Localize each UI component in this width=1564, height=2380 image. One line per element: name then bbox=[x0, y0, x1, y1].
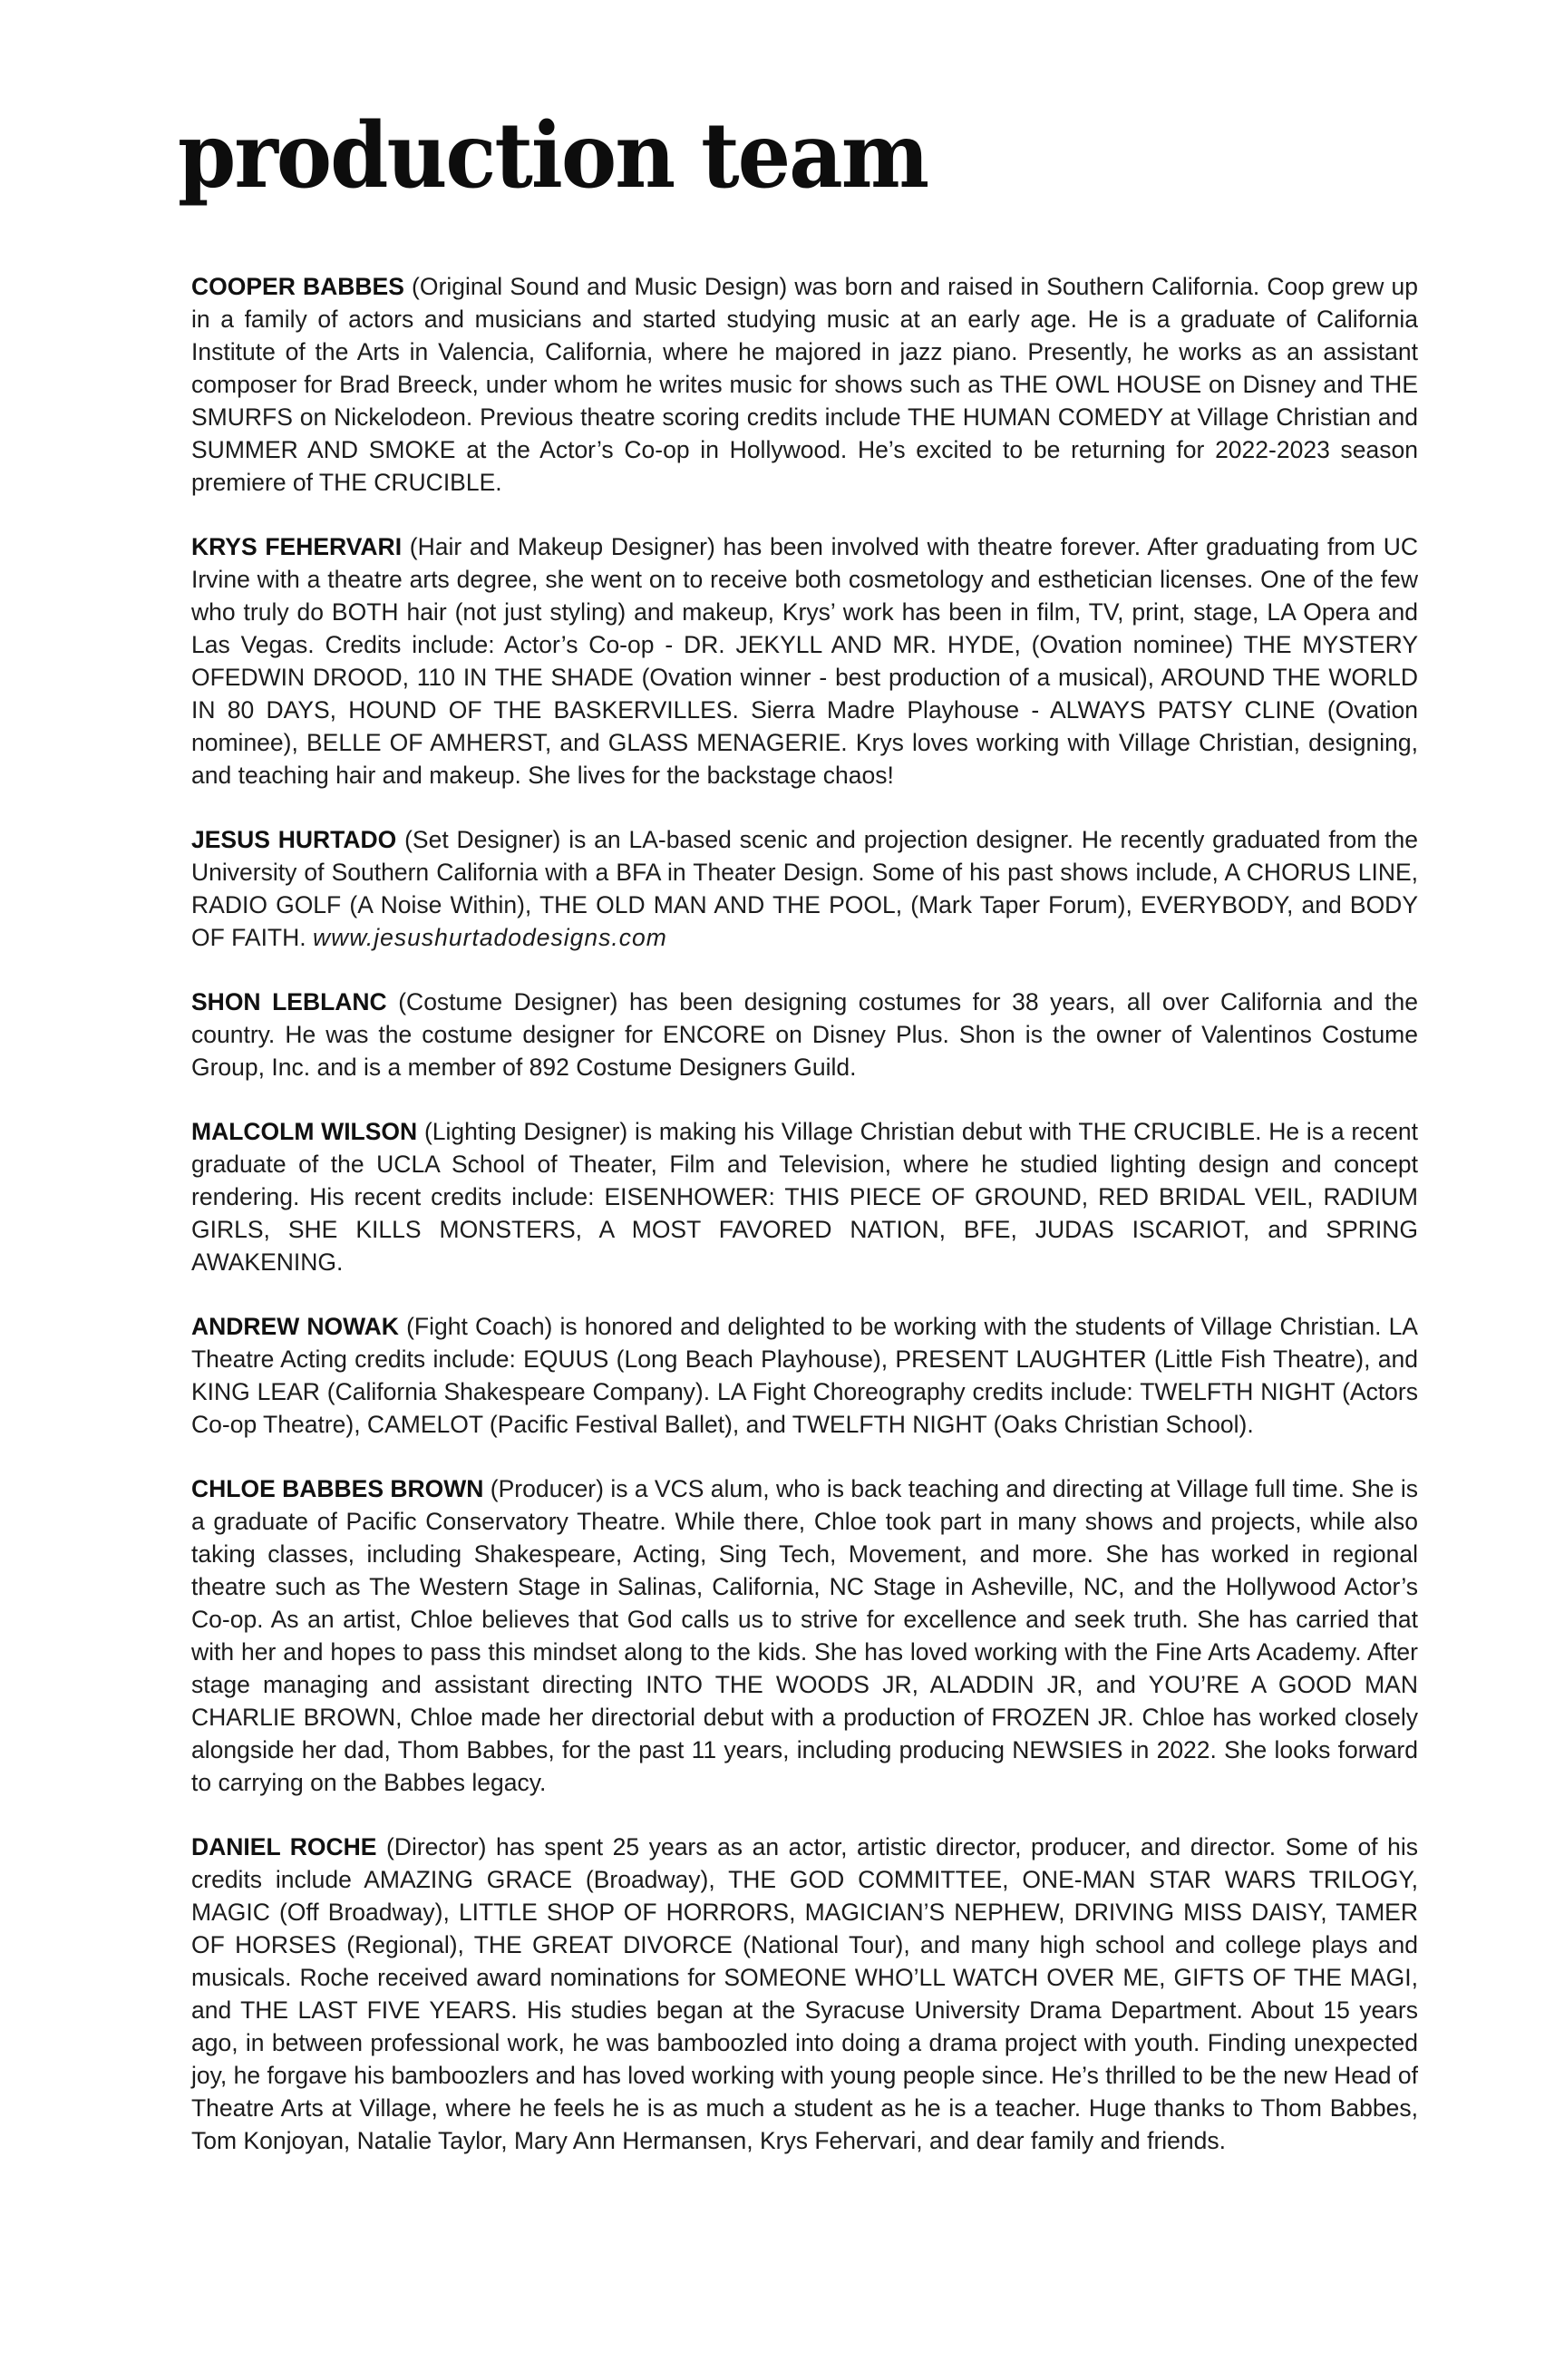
bio-jesus-hurtado bbox=[191, 823, 1418, 954]
bio-malcolm-wilson bbox=[191, 1115, 1418, 1278]
bio-text: (Fight Coach) is honored and delighted to be working with the students of Village Christian. LA Theatre Acting credits include: EQUUS (Long Beach Playhouse), PRESENT LAUGHTER (Little Fish Theatre), and KING LEAR (California Shakespeare Company). LA Fight Choreography credits include: TWELFTH NIGHT (Actors Co-op Theatre), CAMELOT (Pacific Festival Ballet), and TWELFTH NIGHT (Oaks Christian School). bbox=[191, 1313, 1418, 1438]
bio-name: JESUS HURTADO bbox=[191, 826, 397, 853]
website-link[interactable]: www.jesushurtadodesigns.com bbox=[312, 924, 667, 951]
bio-text: (Producer) is a VCS alum, who is back teaching and directing at Village full time. She is a graduate of Pacific Conservatory Theatre. While there, Chloe took part in many shows and projects, while also taking classes, including Shakespeare, Acting, Sing Tech, Movement, and more. She has worked in regional theatre such as The Western Stage in Salinas, California, NC Stage in Asheville, NC, and the Hollywood Actor’s Co-op. As an artist, Chloe believes that God calls us to strive for excellence and seek truth. She has carried that with her and hopes to pass this mindset along to the kids. She has loved working with the Fine Arts Academy. After stage managing and assistant directing INTO THE WOODS JR, ALADDIN JR, and YOU’RE A GOOD MAN CHARLIE BROWN, Chloe made her directorial debut with a production of FROZEN JR. Chloe has worked closely alongside her dad, Thom Babbes, for the past 11 years, including producing NEWSIES in 2022. She looks forward to carrying on the Babbes legacy. bbox=[191, 1475, 1418, 1796]
bio-list bbox=[191, 270, 1418, 2189]
bio-text: (Set Designer) is an LA-based scenic and projection designer. He recently graduated from the University of Southern California with a BFA in Theater Design. Some of his past shows include, A CHORUS LINE, RADIO GOLF (A Noise Within), THE OLD MAN AND THE POOL, (Mark Taper Forum), EVERYBODY, and BODY OF FAITH. bbox=[191, 826, 1418, 951]
bio-name: KRYS FEHERVARI bbox=[191, 533, 403, 560]
bio-text: (Director) has spent 25 years as an actor, artistic director, producer, and director. Some of his credits include AMAZING GRACE (Broadway), THE GOD COMMITTEE, ONE-MAN STAR WARS TRILOGY, MAGIC (Off Broadway), LITTLE SHOP OF HORRORS, MAGICIAN’S NEPHEW, DRIVING MISS DAISY, TAMER OF HORSES (Regional), THE GREAT DIVORCE (National Tour), and many high school and college plays and musicals. Roche received award nominations for SOMEONE WHO’LL WATCH OVER ME, GIFTS OF THE MAGI, and THE LAST FIVE YEARS. His studies began at the Syracuse University Drama Department. About 15 years ago, in between professional work, he was bamboozled into doing a drama project with youth. Finding unexpected joy, he forgave his bamboozlers and has loved working with young people since. He’s thrilled to be the new Head of Theatre Arts at Village, where he feels he is as much a student as he is a teacher. Huge thanks to Thom Babbes, Tom Konjoyan, Natalie Taylor, Mary Ann Hermansen, Krys Fehervari, and dear family and friends. bbox=[191, 1833, 1418, 2154]
bio-text: (Original Sound and Music Design) was born and raised in Southern California. Coop grew up in a family of actors and musicians and started studying music at an early age. He is a graduate of California Institute of the Arts in Valencia, California, where he majored in jazz piano. Presently, he works as an assistant composer for Brad Breeck, under whom he writes music for shows such as THE OWL HOUSE on Disney and THE SMURFS on Nickelodeon. Previous theatre scoring credits include THE HUMAN COMEDY at Village Christian and SUMMER AND SMOKE at the Actor’s Co-op in Hollywood. He’s excited to be returning for 2022-2023 season premiere of THE CRUCIBLE. bbox=[191, 273, 1418, 496]
page-title: production team bbox=[178, 102, 928, 209]
bio-andrew-nowak bbox=[191, 1310, 1418, 1441]
bio-cooper-babbes bbox=[191, 270, 1418, 499]
bio-name: MALCOLM WILSON bbox=[191, 1118, 418, 1145]
bio-text: (Lighting Designer) is making his Village Christian debut with THE CRUCIBLE. He is a recent graduate of the UCLA School of Theater, Film and Television, where he studied lighting design and concept rendering. His recent credits include: EISENHOWER: THIS PIECE OF GROUND, RED BRIDAL VEIL, RADIUM GIRLS, SHE KILLS MONSTERS, A MOST FAVORED NATION, BFE, JUDAS ISCARIOT, and SPRING AWAKENING. bbox=[191, 1118, 1418, 1276]
bio-name: ANDREW NOWAK bbox=[191, 1313, 399, 1340]
bio-text: (Hair and Makeup Designer) has been involved with theatre forever. After graduating from UC Irvine with a theatre arts degree, she went on to receive both cosmetology and esthetician licenses. One of the few who truly do BOTH hair (not just styling) and makeup, Krys’ work has been in film, TV, print, stage, LA Opera and Las Vegas. Credits include: Actor’s Co-op - DR. JEKYLL AND MR. HYDE, (Ovation nominee) THE MYSTERY OFEDWIN DROOD, 110 IN THE SHADE (Ovation winner - best production of a musical), AROUND THE WORLD IN 80 DAYS, HOUND OF THE BASKERVILLES. Sierra Madre Playhouse - ALWAYS PATSY CLINE (Ovation nominee), BELLE OF AMHERST, and GLASS MENAGERIE. Krys loves working with Village Christian, designing, and teaching hair and makeup. She lives for the backstage chaos! bbox=[191, 533, 1418, 789]
bio-shon-leblanc bbox=[191, 986, 1418, 1083]
bio-name: CHLOE BABBES BROWN bbox=[191, 1475, 484, 1502]
bio-name: SHON LEBLANC bbox=[191, 988, 387, 1015]
bio-daniel-roche bbox=[191, 1831, 1418, 2157]
bio-chloe-babbes-brown bbox=[191, 1472, 1418, 1799]
bio-krys-fehervari bbox=[191, 530, 1418, 792]
bio-name: DANIEL ROCHE bbox=[191, 1833, 377, 1860]
bio-name: COOPER BABBES bbox=[191, 273, 404, 300]
bio-text: (Costume Designer) has been designing costumes for 38 years, all over California and the country. He was the costume designer for ENCORE on Disney Plus. Shon is the owner of Valentinos Costume Group, Inc. and is a member of 892 Costume Designers Guild. bbox=[191, 988, 1419, 1081]
